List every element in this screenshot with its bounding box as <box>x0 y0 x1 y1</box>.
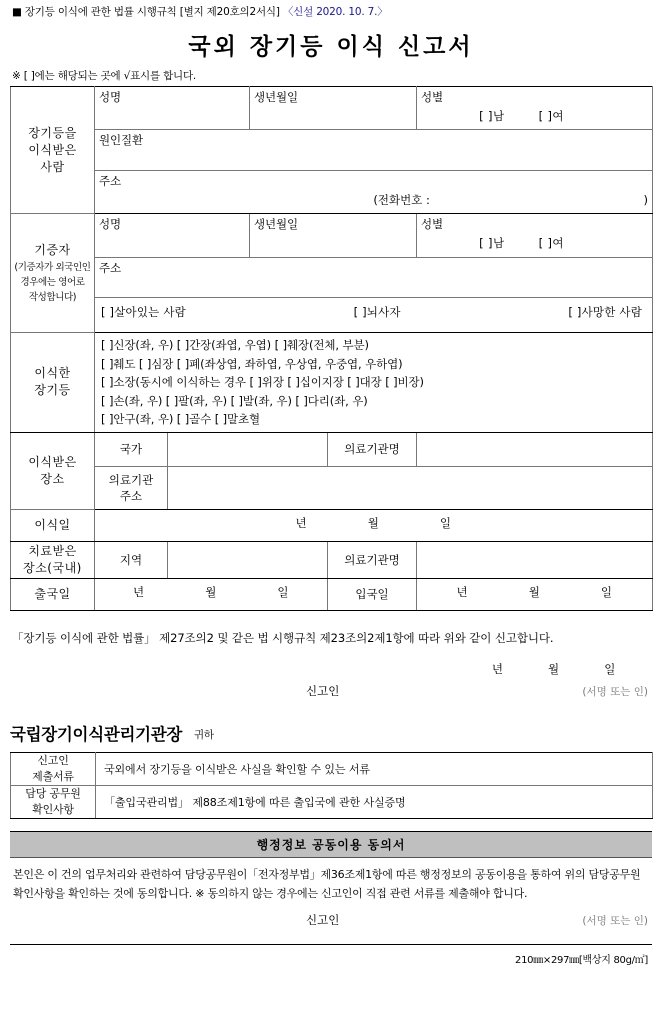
consent-signature-row <box>10 912 652 938</box>
recipient-name-label: 성명 <box>99 90 122 104</box>
donor-section-label <box>11 214 95 333</box>
submission-date-month[interactable]: 월 <box>548 661 560 676</box>
recipient-row-1 <box>11 87 653 130</box>
recipient-phone-label: (전화번호 : <box>373 193 430 207</box>
donor-label-main: 기증자 <box>34 243 71 257</box>
donor-birthdate-cell[interactable] <box>250 214 417 258</box>
officer-check-label-line2: 확인사항 <box>32 802 74 816</box>
departure-date-month[interactable]: 월 <box>205 584 217 599</box>
transplant-country-label: 국가 <box>119 442 143 456</box>
transplant-date-label: 이식일 <box>34 517 71 532</box>
declarant-label: 신고인 <box>306 683 340 698</box>
applicant-documents-label-cell <box>11 752 96 785</box>
arrival-date-day[interactable]: 일 <box>600 584 613 599</box>
arrival-date-year[interactable]: 년 <box>456 584 469 599</box>
officer-check-value-cell <box>96 785 653 818</box>
recipient-row-3 <box>11 171 653 214</box>
submission-date-year[interactable]: 년 <box>491 661 504 676</box>
recipient-label-line2: 이식받은 <box>28 142 77 157</box>
transplant-hospital-value-cell[interactable] <box>417 432 653 466</box>
organs-label-line1: 이식한 <box>34 366 71 381</box>
donor-row-1 <box>11 214 653 258</box>
transplant-place-label-line2: 장소 <box>40 471 65 486</box>
transplant-date-month[interactable]: 월 <box>367 515 380 530</box>
recipient-sex-male-checkbox[interactable]: [ ]남 <box>479 109 505 123</box>
consent-declarant-label: 신고인 <box>306 912 340 927</box>
organs-row <box>11 333 653 433</box>
arrival-date-fields[interactable] <box>417 579 652 600</box>
treatment-place-label-line1: 치료받은 <box>28 543 77 558</box>
recipient-address-cell[interactable] <box>95 171 653 214</box>
donor-name-cell[interactable] <box>95 214 250 258</box>
applicant-documents-label-line2: 제출서류 <box>32 769 74 783</box>
departure-date-fields[interactable] <box>95 579 327 600</box>
arrival-date-label-cell <box>328 578 417 610</box>
arrival-date-month[interactable]: 월 <box>528 584 541 599</box>
organs-list-cell[interactable] <box>95 333 653 433</box>
legal-statement: 「장기등 이식에 관한 법률」 제27조의2 및 같은 법 시행규칙 제23조의2제1항에 따라 위와 같이 신고합니다. <box>12 630 554 645</box>
treatment-region-value-cell[interactable] <box>168 541 328 578</box>
revision-note: 〈신설 2020. 10. 7.〉 <box>282 6 388 18</box>
recipient-sex-options[interactable] <box>417 105 652 124</box>
transplant-date-year[interactable]: 년 <box>295 515 308 530</box>
donor-state-cell[interactable] <box>95 298 653 333</box>
donor-row-2 <box>11 258 653 298</box>
donor-label-sub-line1: (기증자가 외국인인 <box>14 262 91 273</box>
donor-label-sub-line3: 작성합니다) <box>28 292 77 303</box>
officer-check-row <box>11 785 653 818</box>
recipient-cause-label: 원인질환 <box>99 133 144 147</box>
treatment-hospital-value-cell[interactable] <box>417 541 653 578</box>
donor-sex-label: 성별 <box>421 217 444 231</box>
officer-check-value: 「출입국관리법」 제88조제1항에 따른 출입국에 관한 사실증명 <box>104 795 406 809</box>
consent-section-title: 행정정보 공동이용 동의서 <box>10 831 652 858</box>
recipient-sex-female-checkbox[interactable]: [ ]여 <box>538 109 564 123</box>
consent-section-body: 본인은 이 건의 업무처리와 관련하여 담당공무원이「전자정부법」제36조제1항에 따른 행정정보의 공동이용을 통하여 위의 담당공무원 확인사항을 확인하는 것에 동의합니다. ※ 동의하지 않는 경우에는 신고인이 직접 관련 서류를 제출해야 합니다. <box>13 867 641 900</box>
consent-signature-hint: (서명 또는 인) <box>582 914 648 927</box>
main-form-table <box>10 86 653 611</box>
officer-check-label-line1: 담당 공무원 <box>25 786 81 800</box>
treatment-region-label-cell <box>95 541 168 578</box>
donor-state-living-checkbox[interactable]: [ ]살아있는 사람 <box>101 305 186 319</box>
recipient-birthdate-label: 생년월일 <box>254 90 299 104</box>
paper-specification: 210㎜×297㎜[백상지 80g/㎡] <box>515 954 648 966</box>
donor-state-deceased-checkbox[interactable]: [ ]사망한 사람 <box>568 305 643 319</box>
signature-hint: (서명 또는 인) <box>582 685 648 698</box>
transplant-place-label-line1: 이식받은 <box>28 454 77 469</box>
page-title: 국외 장기등 이식 신고서 <box>188 34 474 60</box>
addressee-name: 국립장기이식관리기관장 <box>10 724 183 744</box>
documents-table <box>10 752 653 819</box>
organs-label-line2: 장기등 <box>34 383 71 398</box>
departure-date-label: 출국일 <box>34 586 71 601</box>
departure-date-year[interactable]: 년 <box>133 584 145 599</box>
donor-sex-options[interactable] <box>417 232 652 251</box>
addressee-line <box>10 721 652 745</box>
treatment-hospital-label-cell <box>328 541 417 578</box>
transplant-hospital-label-cell <box>328 432 417 466</box>
organs-line-3[interactable]: [ ]소장(동시에 이식하는 경우 [ ]위장 [ ]십이지장 [ ]대장 [ ]비장) <box>101 375 424 389</box>
departure-date-value-cell[interactable] <box>95 578 328 610</box>
donor-row-3 <box>11 298 653 333</box>
donor-state-braindead-checkbox[interactable]: [ ]뇌사자 <box>353 305 401 319</box>
check-instruction: ※ [ ]에는 해당되는 곳에 √표시를 합니다. <box>12 70 197 82</box>
transplant-hospital-address-value-cell[interactable] <box>168 466 653 509</box>
donor-state-options[interactable] <box>95 298 652 324</box>
arrival-date-label: 입국일 <box>355 587 389 601</box>
transplant-date-value-cell[interactable] <box>95 509 653 541</box>
recipient-phone-row[interactable] <box>95 189 652 208</box>
transplant-place-row-1 <box>11 432 653 466</box>
recipient-address-label: 주소 <box>99 174 122 188</box>
treatment-place-label-line2: 장소(국내) <box>23 560 82 575</box>
submission-date[interactable] <box>10 661 652 677</box>
donor-name-label: 성명 <box>99 217 122 231</box>
recipient-row-2 <box>11 130 653 171</box>
recipient-label-line1: 장기등을 <box>28 125 77 140</box>
treatment-place-label-cell <box>11 541 95 578</box>
applicant-documents-label-line1: 신고인 <box>37 753 69 767</box>
donor-address-label: 주소 <box>99 261 122 275</box>
transplant-date-row <box>11 509 653 541</box>
treatment-hospital-label: 의료기관명 <box>344 552 400 567</box>
transplant-hospital-address-label-line2: 주소 <box>119 488 143 503</box>
recipient-sex-label: 성별 <box>421 90 444 104</box>
signature-block <box>10 661 652 713</box>
travel-row <box>11 578 653 610</box>
organs-line-4[interactable]: [ ]손(좌, 우) [ ]팔(좌, 우) [ ]발(좌, 우) [ ]다리(좌, 우) <box>101 393 368 408</box>
transplant-country-value-cell[interactable] <box>168 432 328 466</box>
donor-birthdate-label: 생년월일 <box>254 217 299 231</box>
recipient-phone-close-paren: ) <box>643 193 649 207</box>
recipient-name-cell[interactable] <box>95 87 250 130</box>
form-reference-text: ■ 장기등 이식에 관한 법률 시행규칙 [별지 제20호의2서식] <box>12 6 280 18</box>
donor-sex-cell[interactable] <box>417 214 653 258</box>
organs-line-2[interactable]: [ ]췌도 [ ]심장 [ ]폐(좌상엽, 좌하엽, 우상엽, 우중엽, 우하엽) <box>101 356 403 371</box>
recipient-cause-cell[interactable] <box>95 130 653 171</box>
organs-section-label <box>11 333 95 433</box>
submission-date-day[interactable]: 일 <box>604 661 616 676</box>
officer-check-label-cell <box>11 785 96 818</box>
departure-date-day[interactable]: 일 <box>277 584 289 599</box>
recipient-label-line3: 사람 <box>40 159 65 174</box>
transplant-place-section-label <box>11 432 95 509</box>
transplant-date-day[interactable]: 일 <box>439 515 452 530</box>
treatment-region-label: 지역 <box>119 552 143 567</box>
addressee-honorific: 귀하 <box>194 728 214 741</box>
organs-checkbox-list[interactable] <box>95 333 652 432</box>
treatment-place-row <box>11 541 653 578</box>
recipient-section-label <box>11 87 95 214</box>
recipient-sex-cell[interactable] <box>417 87 653 130</box>
transplant-place-row-2 <box>11 466 653 509</box>
donor-sex-female-checkbox[interactable]: [ ]여 <box>538 236 564 250</box>
organs-line-1[interactable]: [ ]신장(좌, 우) [ ]간장(좌엽, 우엽) [ ]췌장(전체, 부분) <box>101 338 369 352</box>
transplant-hospital-address-label-cell <box>95 466 168 509</box>
transplant-hospital-label: 의료기관명 <box>344 442 400 456</box>
transplant-date-label-cell <box>11 509 95 541</box>
organs-line-5[interactable]: [ ]안구(좌, 우) [ ]골수 [ ]말초혈 <box>101 412 261 426</box>
arrival-date-value-cell[interactable] <box>417 578 653 610</box>
transplant-date-fields[interactable] <box>95 510 652 531</box>
departure-date-label-cell <box>11 578 95 610</box>
applicant-documents-value-cell <box>96 752 653 785</box>
transplant-country-label-cell <box>95 432 168 466</box>
recipient-birthdate-cell[interactable] <box>250 87 417 130</box>
applicant-documents-value: 국외에서 장기등을 이식받은 사실을 확인할 수 있는 서류 <box>104 762 370 776</box>
donor-address-cell[interactable] <box>95 258 653 298</box>
applicant-documents-row <box>11 752 653 785</box>
donor-sex-male-checkbox[interactable]: [ ]남 <box>479 236 505 250</box>
form-reference-line <box>10 0 652 19</box>
transplant-hospital-address-label-line1: 의료기관 <box>108 472 154 487</box>
donor-label-sub-line2: 경우에는 영어로 <box>20 277 85 288</box>
